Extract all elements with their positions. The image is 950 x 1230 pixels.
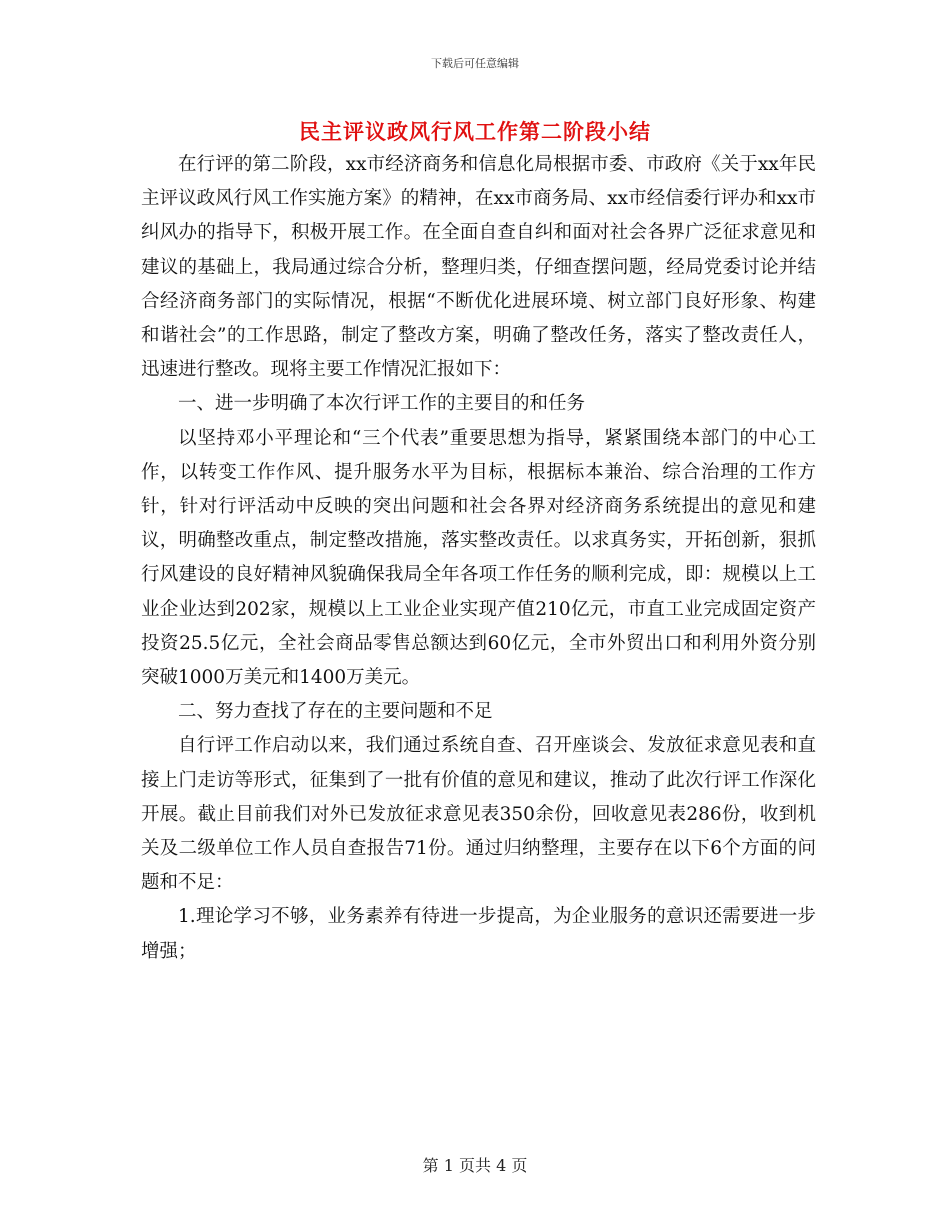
paragraph-section-2: 自行评工作启动以来，我们通过系统自查、召开座谈会、发放征求意见表和直接上门走访等形式，征集到了一批有价值的意见和建议，推动了此次行评工作深化开展。截止目前我们对外已发放征求意见表350余份，回收意见表286份，收到机关及二级单位工作人员自查报告71份。通过归纳整理，主要存在以下6个方面的问题和不足： [141,735,816,894]
page-header-note: 下载后可任意编辑 [431,57,519,70]
document-body [141,148,816,969]
page-footer: 第 1 页共 4 页 [422,1156,528,1175]
paragraph-intro: 在行评的第二阶段，xx市经济商务和信息化局根据市委、市政府《关于xx年民主评议政风行风工作实施方案》的精神，在xx市商务局、xx市经信委行评办和xx市纠风办的指导下，积极开展工作。在全面自查自纠和面对社会各界广泛征求意见和建议的基础上，我局通过综合分析，整理归类，仔细查摆问题，经局党委讨论并结合经济商务部门的实际情况，根据“不断优化进展环境、树立部门良好形象、构建和谐社会”的工作思路，制定了整改方案，明确了整改任务，落实了整改责任人，迅速进行整改。现将主要工作情况汇报如下： [141,154,816,381]
paragraph-section-1: 以坚持邓小平理论和“三个代表”重要思想为指导，紧紧围绕本部门的中心工作，以转变工作作风、提升服务水平为目标，根据标本兼治、综合治理的工作方针，针对行评活动中反映的突出问题和社会各界对经济商务系统提出的意见和建议，明确整改重点，制定整改措施，落实整改责任。以求真务实，开拓创新，狠抓行风建设的良好精神风貌确保我局全年各项工作任务的顺利完成，即：规模以上工业企业达到202家，规模以上工业企业实现产值210亿元，市直工业完成固定资产投资25.5亿元，全社会商品零售总额达到60亿元，全市外贸出口和利用外资分别突破1000万美元和1400万美元。 [141,427,816,689]
section-heading-1: 一、进一步明确了本次行评工作的主要目的和任务 [178,393,586,415]
section-heading-2: 二、努力查找了存在的主要问题和不足 [178,701,493,723]
document-title: 民主评议政风行风工作第二阶段小结 [299,119,651,144]
list-item-1: 1.理论学习不够，业务素养有待进一步提高，为企业服务的意识还需要进一步增强； [141,906,816,962]
